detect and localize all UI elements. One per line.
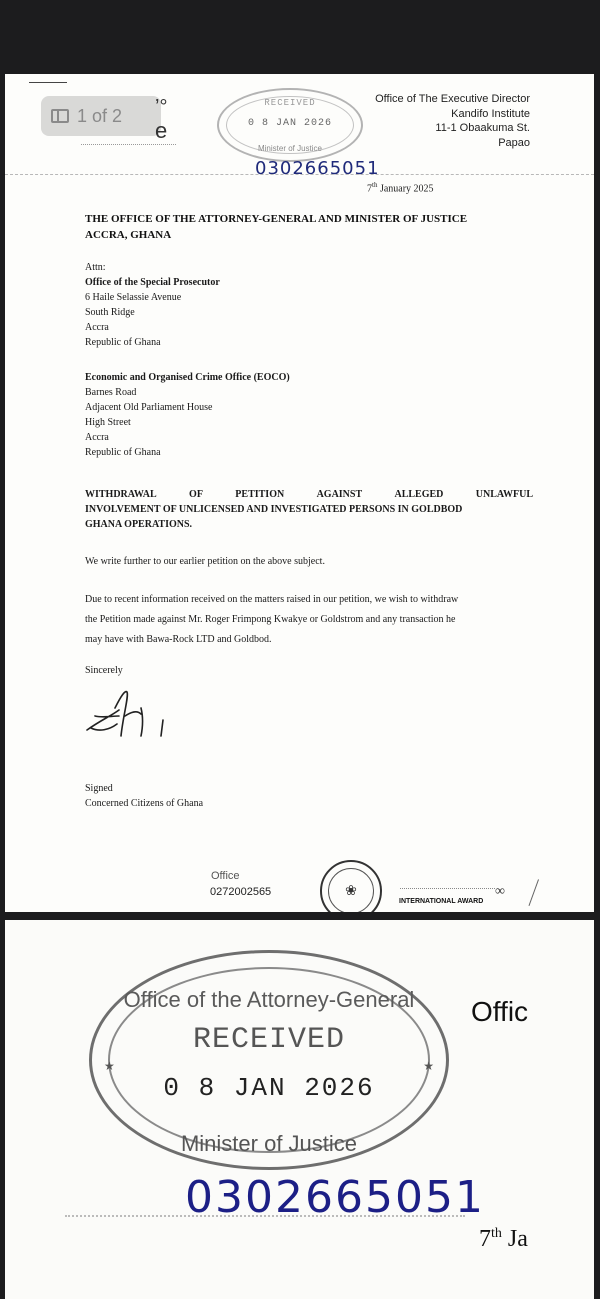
eoco-name: Economic and Organised Crime Office (EOCO)	[85, 372, 290, 383]
star-icon: ★	[423, 1059, 434, 1073]
address-line: Accra	[85, 432, 109, 443]
footer-office-label: Office	[211, 870, 240, 882]
stamp-bottom-text: Minister of Justice	[257, 144, 323, 153]
signature-block	[85, 781, 203, 811]
logo-fragment: ’°	[155, 96, 168, 118]
address-line: Republic of Ghana	[85, 447, 161, 458]
dotted-line	[65, 1215, 465, 1217]
page-indicator-label: 1 of 2	[77, 105, 123, 126]
subject-line	[85, 487, 533, 532]
address-line: Adjacent Old Parliament House	[85, 402, 213, 413]
letter-date: 7th January 2025	[367, 181, 434, 195]
osp-address	[85, 260, 220, 350]
zoomed-stamp-view	[5, 920, 594, 1299]
emblem-icon: ❀	[328, 868, 374, 912]
address-line: High Street	[85, 417, 131, 428]
letter-page-1	[5, 74, 594, 912]
seal-emblem	[320, 860, 382, 912]
margin-mark	[528, 879, 546, 908]
recipient-line: ACCRA, GHANA	[85, 229, 172, 241]
logo-tagline	[81, 144, 176, 145]
attn-label: Attn:	[85, 262, 106, 273]
received-stamp	[217, 88, 363, 162]
page-indicator[interactable]	[41, 96, 161, 136]
address-line: Barnes Road	[85, 387, 137, 398]
stamp-date: 0 8 JAN 2026	[163, 1073, 375, 1103]
stamp-date: 0 8 JAN 2026	[247, 118, 332, 129]
signed-label: Signed	[85, 783, 113, 794]
award-label: INTERNATIONAL AWARD	[399, 898, 484, 905]
subject-second-line: INVOLVEMENT OF UNLICENSED AND INVESTIGATED PERSONS IN GOLDBOD	[85, 504, 463, 515]
address-line: South Ridge	[85, 307, 135, 318]
paragraph-1: We write further to our earlier petition on the above subject.	[85, 556, 325, 567]
signature	[81, 686, 201, 746]
divider	[29, 82, 67, 83]
address-line: Kandifo Institute	[451, 107, 530, 120]
osp-name: Office of the Special Prosecutor	[85, 277, 220, 288]
footer-phone: 0272002565	[210, 886, 272, 898]
sender-address	[375, 92, 530, 150]
address-line: Accra	[85, 322, 109, 333]
address-line: Republic of Ghana	[85, 337, 161, 348]
award-text-line	[400, 888, 495, 889]
dotted-line	[5, 174, 594, 175]
subject-third-line: GHANA OPERATIONS.	[85, 519, 193, 530]
address-line: 11-1 Obaakuma St.	[435, 122, 530, 134]
sidebar-icon	[51, 109, 69, 123]
handwritten-number: 0302665051	[185, 1172, 485, 1223]
signatory: Concerned Citizens of Ghana	[85, 798, 204, 809]
paragraph-2: Due to recent information received on the matters raised in our petition, we wish to withdraw the Petition made against Mr. Roger Frimpong Kwakye or Goldstrom and any transaction he may have with Bawa-Rock LTD and Goldbod.	[85, 594, 459, 645]
star-icon: ★	[104, 1059, 115, 1073]
address-line: Papao	[498, 136, 530, 149]
stamp-top-text: Office of the Attorney-General	[123, 987, 415, 1012]
stamp-received: RECEIVED	[192, 1023, 346, 1057]
recipient-line: THE OFFICE OF THE ATTORNEY-GENERAL AND MINISTER OF JUSTICE	[85, 213, 468, 225]
stamp-top-text: RECEIVED	[264, 98, 316, 108]
date-fragment: 7th Ja	[479, 1226, 528, 1252]
received-stamp-zoom	[89, 950, 449, 1170]
recipient-heading	[85, 211, 467, 243]
closing: Sincerely	[85, 665, 123, 676]
logo-fragment: e	[155, 118, 168, 143]
subject-first-line: WITHDRAWAL OF PETITION AGAINST ALLEGED UNLAWFUL	[85, 489, 533, 500]
address-line: 6 Haile Selassie Avenue	[85, 292, 182, 303]
stamp-bottom-text: Minister of Justice	[180, 1131, 358, 1156]
handwritten-number: 0302665051	[255, 158, 380, 179]
eoco-address	[85, 370, 290, 460]
letterhead-fragment: Offic	[471, 996, 529, 1027]
address-line: Office of The Executive Director	[375, 93, 530, 105]
award-logo-icon: ∞	[495, 884, 505, 899]
